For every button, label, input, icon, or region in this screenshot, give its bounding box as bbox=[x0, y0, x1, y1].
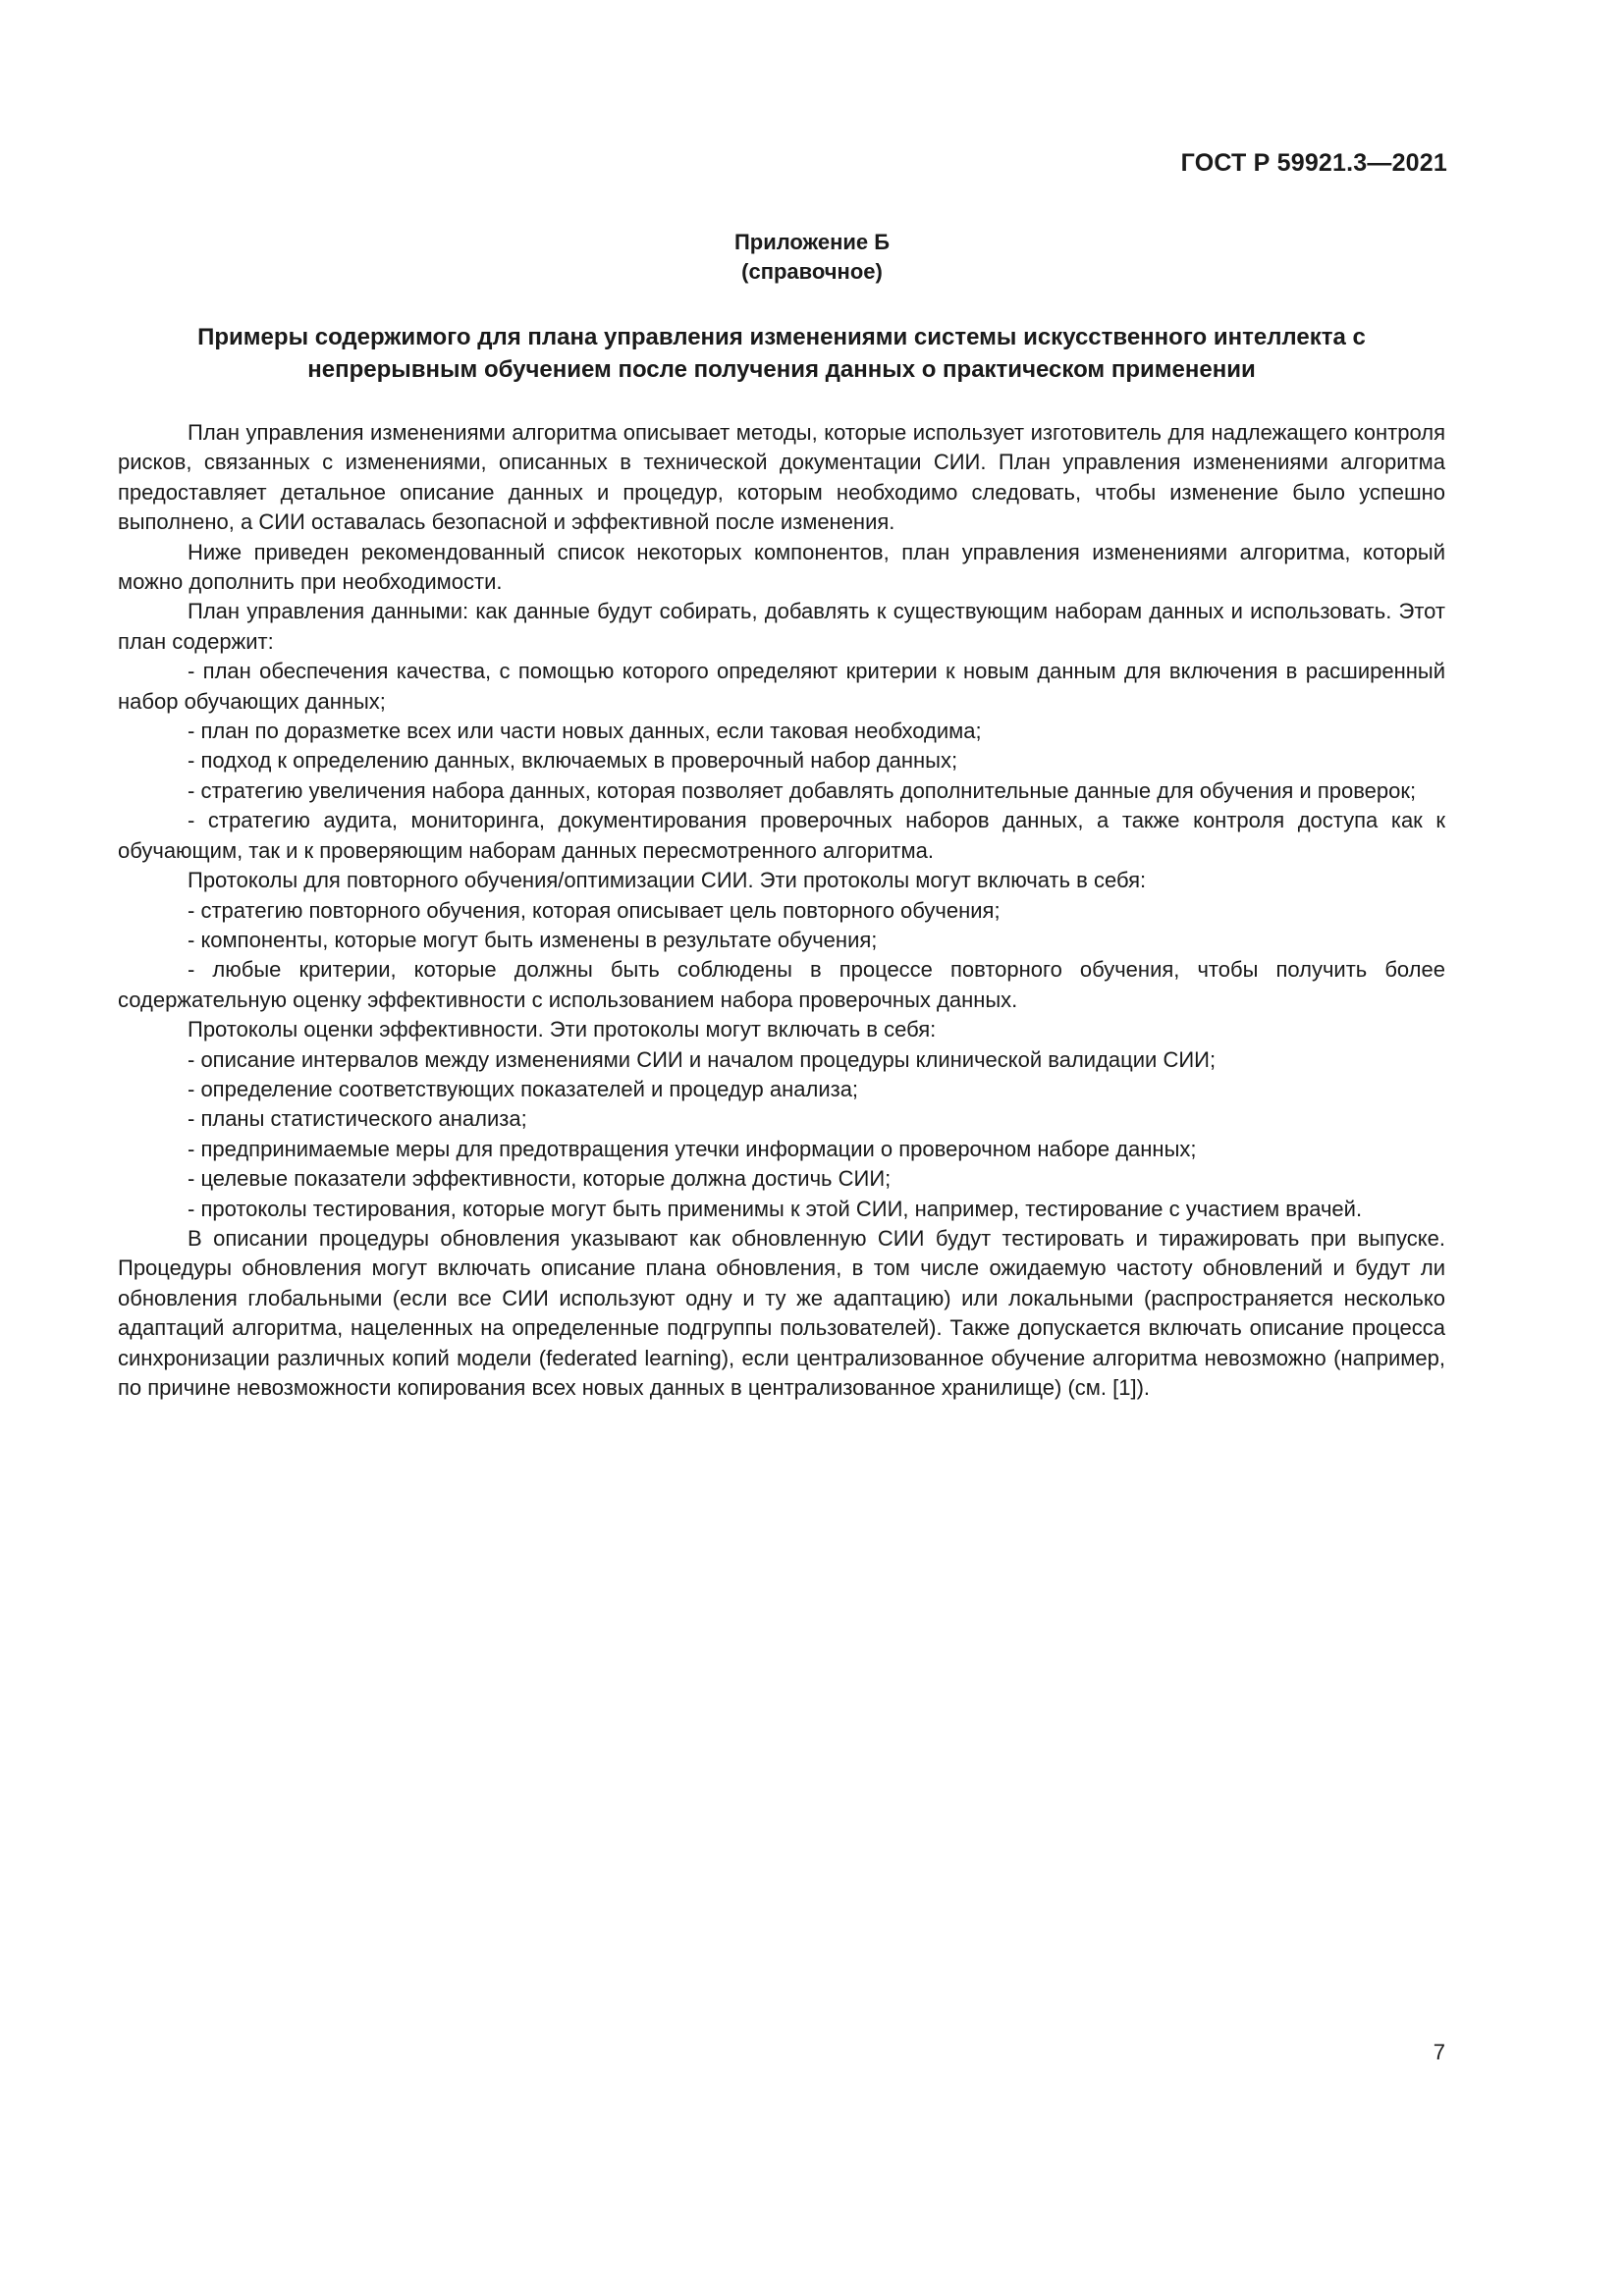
list-item: - планы статистического анализа; bbox=[188, 1106, 527, 1132]
list-item: - план по доразметке всех или части новых данных, если таковая необходима; bbox=[188, 719, 982, 744]
paragraph: Протоколы оценки эффективности. Эти протоколы могут включать в себя: bbox=[188, 1017, 937, 1042]
list-item: - стратегию повторного обучения, которая описывает цель повторного обучения; bbox=[188, 897, 1001, 923]
list-item: - подход к определению данных, включаемых в проверочный набор данных; bbox=[188, 748, 958, 774]
list-item: - целевые показатели эффективности, которые должна достичь СИИ; bbox=[188, 1166, 892, 1192]
list-item: - любые критерии, которые должны быть соблюдены в процессе повторного обучения, чтобы получить более содержательную оценку эффективности с использованием набора проверочных данных. bbox=[118, 957, 1445, 1012]
document-code: ГОСТ Р 59921.3—2021 bbox=[1180, 149, 1447, 177]
list-item: - предпринимаемые меры для предотвращения утечки информации о проверочном наборе данных; bbox=[188, 1136, 1197, 1161]
list-item: - план обеспечения качества, с помощью которого определяют критерии к новым данным для включения в расширенный набор обучающих данных; bbox=[118, 659, 1445, 714]
annex-label: Приложение Б bbox=[733, 230, 891, 254]
paragraph: В описании процедуры обновления указывают как обновленную СИИ будут тестировать и тиражировать при выпуске. Процедуры обновления могут включать описание плана обновления, в том числе ожидаемую частоту обновлений и будут ли обновления глобальными (если все СИИ используют одну и ту же адаптацию) или локальными (распространяется несколько адаптаций алгоритма, нацеленных на определенные подгруппы пользователей). Также допускается включать описание процесса синхронизации различных копий модели (federated learning), если централизованное обучение алгоритма невозможно (например, по причине невозможности копирования всех новых данных в централизованное хранилище) (см. [1]). bbox=[118, 1225, 1445, 1400]
list-item: - стратегию увеличения набора данных, которая позволяет добавлять дополнительные данные для обучения и проверок; bbox=[188, 777, 1417, 803]
paragraph: План управления данными: как данные будут собирать, добавлять к существующим наборам данных и использовать. Этот план содержит: bbox=[118, 599, 1445, 654]
annex-heading bbox=[0, 228, 1624, 287]
list-item: - компоненты, которые могут быть изменены в результате обучения; bbox=[188, 927, 878, 952]
annex-status: (справочное) bbox=[741, 259, 883, 284]
list-item: - стратегию аудита, мониторинга, документирования проверочных наборов данных, а также контроля доступа как к обучающим, так и к проверяющим наборам данных пересмотренного алгоритма. bbox=[118, 808, 1445, 863]
list-item: - описание интервалов между изменениями СИИ и началом процедуры клинической валидации СИИ; bbox=[188, 1046, 1217, 1072]
annex-title: Примеры содержимого для плана управления изменениями системы искусственного интеллекта с непрерывным обучением после получения данных о практическом применении bbox=[197, 324, 1366, 383]
page-number: 7 bbox=[1433, 2040, 1445, 2064]
body-text bbox=[118, 418, 1445, 1403]
list-item: - протоколы тестирования, которые могут быть применимы к этой СИИ, например, тестирование с участием врачей. bbox=[188, 1196, 1363, 1221]
paragraph: План управления изменениями алгоритма описывает методы, которые использует изготовитель для надлежащего контроля рисков, связанных с изменениями, описанных в технической документации СИИ. План управления изменениями алгоритма предоставляет детальное описание данных и процедур, которым необходимо следовать, чтобы изменение было успешно выполнено, а СИИ оставалась безопасной и эффективной после изменения. bbox=[118, 420, 1445, 535]
paragraph: Ниже приведен рекомендованный список некоторых компонентов, план управления изменениями алгоритма, который можно дополнить при необходимости. bbox=[118, 539, 1445, 595]
list-item: - определение соответствующих показателей и процедур анализа; bbox=[188, 1076, 859, 1101]
paragraph: Протоколы для повторного обучения/оптимизации СИИ. Эти протоколы могут включать в себя: bbox=[188, 868, 1147, 893]
